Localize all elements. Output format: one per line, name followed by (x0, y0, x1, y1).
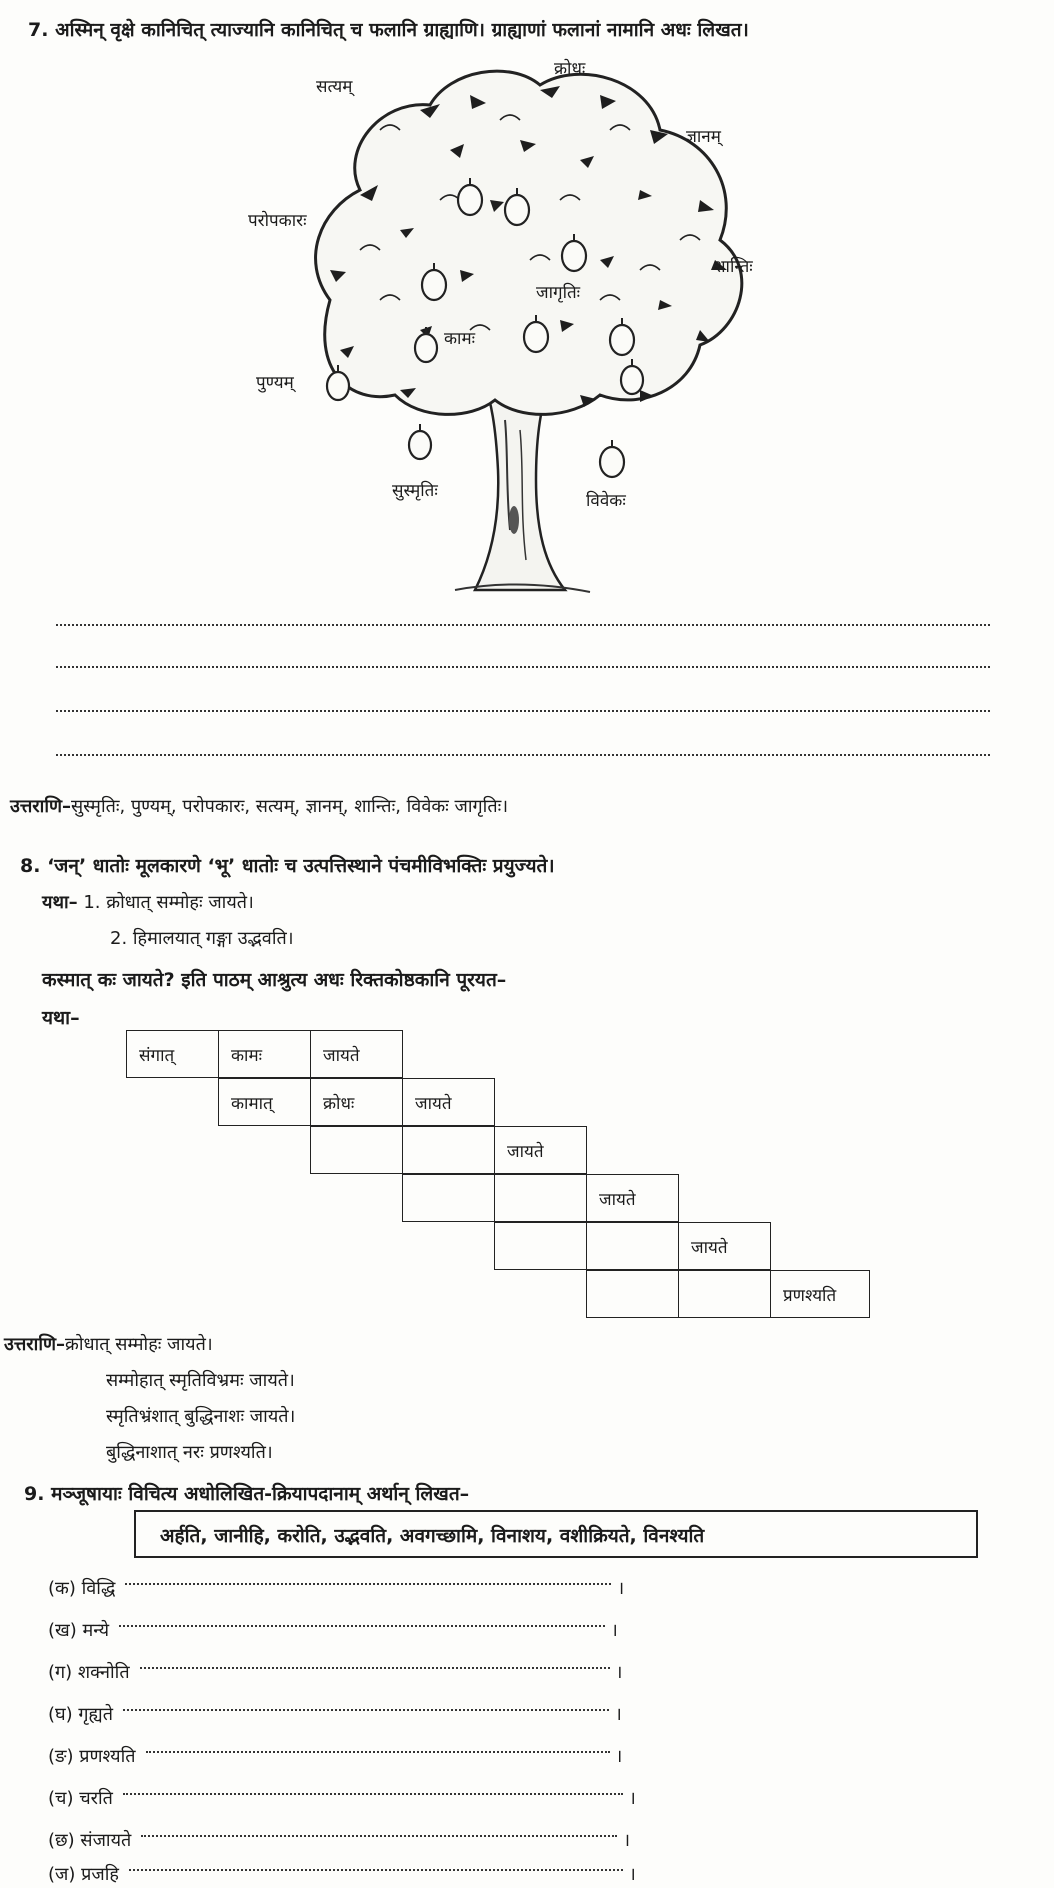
end-mark: । (617, 1578, 625, 1599)
fill-item-word: चरति (79, 1788, 113, 1809)
fill-item (48, 1618, 618, 1642)
fill-item (48, 1786, 636, 1810)
grid-cell: क्रोधः (310, 1078, 403, 1126)
fill-item-label: (ज) (48, 1864, 76, 1885)
q8-instruction: कस्मात् कः जायते? इति पाठम् आश्रुत्य अधः रिक्तकोष्ठकानि पूरयत– (42, 969, 507, 991)
fill-item (48, 1576, 624, 1600)
tree-label-susmriti: सुस्मृतिः (392, 481, 438, 501)
q8-answers (4, 1332, 213, 1356)
grid-cell-empty[interactable] (586, 1222, 679, 1270)
q7-answer (10, 794, 508, 818)
end-mark: । (628, 1864, 636, 1885)
q7-number: 7. (28, 19, 49, 41)
q7-text: अस्मिन् वृक्षे कानिचित् त्याज्यानि कानिचित् च फलानि ग्राह्याणि। ग्राह्याणां फलानां नामानि अधः लिखत। (55, 19, 749, 41)
end-mark: । (614, 1704, 622, 1725)
fill-item-label: (ग) (48, 1662, 73, 1683)
tree-illustration (0, 0, 1054, 600)
fill-item-label: (च) (48, 1788, 74, 1809)
q8-heading (20, 852, 555, 878)
q8-answer-line: सम्मोहात् स्मृतिविभ्रमः जायते। (106, 1370, 295, 1391)
grid-cell: जायते (678, 1222, 771, 1270)
grid-cell-empty[interactable] (402, 1126, 495, 1174)
grid-cell: जायते (586, 1174, 679, 1222)
grid-cell: जायते (402, 1078, 495, 1126)
tree-label-kama: कामः (444, 329, 476, 349)
fill-item (48, 1828, 630, 1852)
fill-item-word: प्रणश्यति (79, 1746, 136, 1767)
fill-item-word: मन्ये (82, 1620, 110, 1641)
q8-answer-line: क्रोधात् सम्मोहः जायते। (65, 1334, 213, 1355)
end-mark: । (615, 1746, 623, 1767)
fill-blank[interactable] (141, 1835, 617, 1837)
q9-number: 9. (24, 1483, 45, 1505)
fill-item (48, 1702, 622, 1726)
q8-answer-line: बुद्धिनाशात् नरः प्रणश्यति। (106, 1442, 273, 1463)
fill-item-word: संजायते (80, 1830, 132, 1851)
q8-text: ‘जन्’ धातोः मूलकारणे ‘भू’ धातोः च उत्पत्तिस्थाने पंचमीविभक्तिः प्रयुज्यते। (47, 855, 555, 877)
q9-heading (24, 1480, 469, 1506)
grid-cell-empty[interactable] (494, 1174, 587, 1222)
tree-label-shanti: शान्तिः (714, 257, 753, 277)
word-box: अर्हति, जानीहि, करोति, उद्भवति, अवगच्छामि, विनाशय, वशीक्रियते, विनश्यति (134, 1510, 978, 1558)
grid-cell: जायते (310, 1030, 403, 1078)
end-mark: । (615, 1662, 623, 1683)
tree-label-jagriti: जागृतिः (536, 283, 581, 303)
end-mark: । (623, 1830, 631, 1851)
fill-item-label: (ख) (48, 1620, 77, 1641)
answer-line[interactable] (56, 666, 990, 668)
fill-blank[interactable] (123, 1793, 623, 1795)
q8-number: 8. (20, 855, 41, 877)
q8-example-label: यथा– (42, 892, 78, 913)
q9-text: मञ्जूषायाः विचित्य अधोलिखित-क्रियापदानाम् अर्थान् लिखत– (51, 1483, 470, 1505)
fill-item (48, 1744, 622, 1768)
q8-answer-line: स्मृतिभ्रंशात् बुद्धिनाशः जायते। (106, 1406, 296, 1427)
end-mark: । (611, 1620, 618, 1641)
q8-example-2: 2. हिमालयात् गङ्गा उद्भवति। (110, 928, 294, 949)
tree-label-krodha: क्रोधः (554, 59, 586, 79)
q8-example-1: 1. क्रोधात् सम्मोहः जायते। (83, 892, 254, 913)
fill-blank[interactable] (123, 1709, 609, 1711)
fill-item-word: गृह्यते (78, 1704, 113, 1725)
fill-item-label: (घ) (48, 1704, 73, 1725)
tree-label-jnanam: ज्ञानम् (686, 127, 721, 147)
grid-cell-empty[interactable] (586, 1270, 679, 1318)
grid-cell: कामः (218, 1030, 311, 1078)
q8-answer-label: उत्तराणि– (4, 1334, 66, 1355)
q8-example-label-2: यथा– (42, 1007, 80, 1029)
grid-cell: जायते (494, 1126, 587, 1174)
grid-cell-empty[interactable] (310, 1126, 403, 1174)
fill-item-label: (क) (48, 1578, 76, 1599)
fill-item-word: विद्धि (81, 1578, 116, 1599)
grid-cell: कामात् (218, 1078, 311, 1126)
answer-line[interactable] (56, 754, 990, 756)
fill-item-word: प्रजहि (81, 1864, 119, 1885)
fill-item (48, 1660, 622, 1684)
answer-line[interactable] (56, 710, 990, 712)
grid-cell-empty[interactable] (494, 1222, 587, 1270)
tree-label-punyam: पुण्यम् (256, 373, 294, 393)
q7-answer-text: सुस्मृतिः, पुण्यम्, परोपकारः, सत्यम्, ज्ञानम्, शान्तिः, विवेकः जागृतिः। (71, 796, 509, 817)
fill-blank[interactable] (125, 1583, 611, 1585)
tree-label-satyam: सत्यम् (316, 77, 353, 97)
q8-example-row (42, 890, 254, 914)
tree-label-paropakara: परोपकारः (248, 211, 307, 231)
end-mark: । (628, 1788, 636, 1809)
fill-blank[interactable] (129, 1869, 623, 1871)
answer-line[interactable] (56, 624, 990, 626)
grid-cell: संगात् (126, 1030, 219, 1078)
fill-item-label: (छ) (48, 1830, 75, 1851)
fill-item (48, 1862, 636, 1886)
grid-cell-empty[interactable] (402, 1174, 495, 1222)
fill-item-label: (ङ) (48, 1746, 74, 1767)
fill-blank[interactable] (140, 1667, 610, 1669)
fill-item-word: शक्नोति (77, 1662, 130, 1683)
tree-label-viveka: विवेकः (586, 491, 626, 511)
grid-cell-empty[interactable] (678, 1270, 771, 1318)
fill-blank[interactable] (119, 1625, 605, 1627)
fill-blank[interactable] (146, 1751, 610, 1753)
q7-answer-label: उत्तराणि– (10, 796, 72, 817)
grid-cell: प्रणश्यति (770, 1270, 870, 1318)
